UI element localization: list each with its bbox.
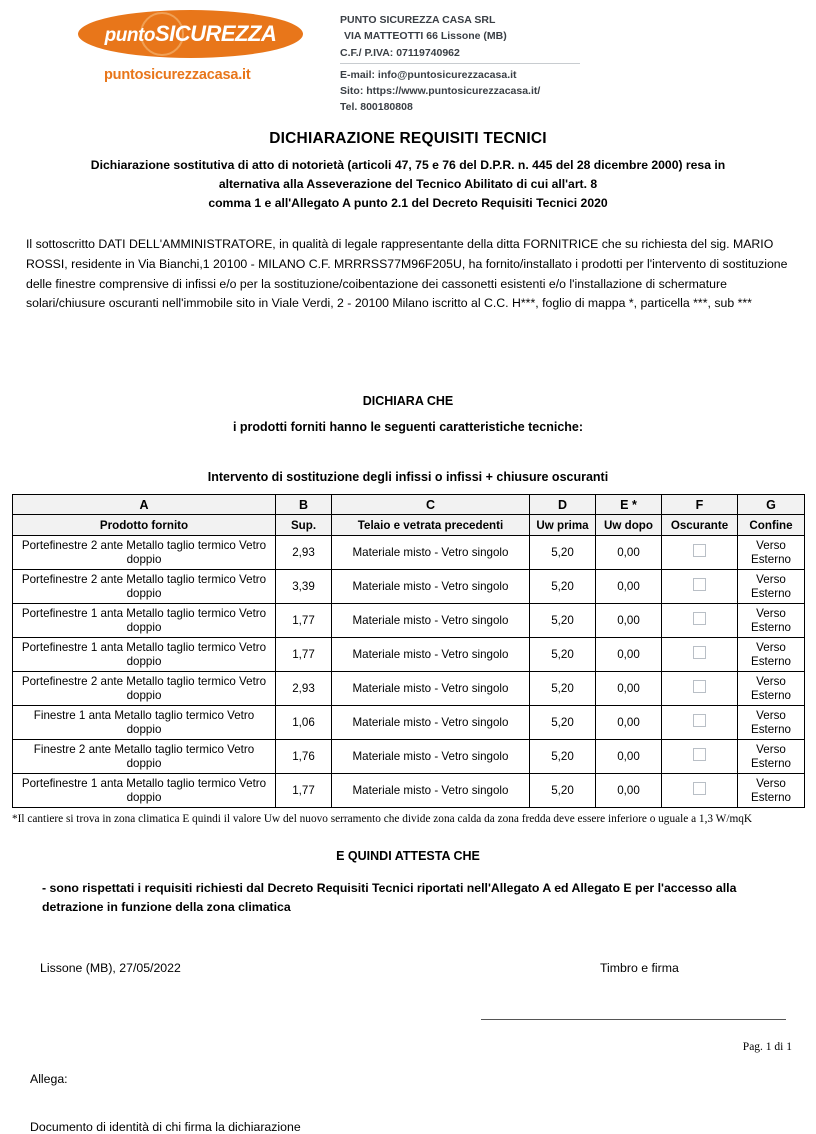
- col-letter-g: G: [738, 495, 805, 515]
- col-letter-a: A: [13, 495, 276, 515]
- checkbox-unchecked-icon[interactable]: [693, 612, 706, 625]
- signature-line: [481, 1019, 786, 1020]
- cell-prodotto-fornito: Finestre 1 anta Metallo taglio termico Vetro doppio: [13, 706, 276, 740]
- cell-superficie: 2,93: [276, 536, 332, 570]
- cell-uw-prima: 5,20: [530, 604, 596, 638]
- cell-oscurante: [662, 774, 738, 808]
- col-header-uw-dopo: Uw dopo: [596, 515, 662, 536]
- page-title: DICHIARAZIONE REQUISITI TECNICI: [269, 130, 547, 147]
- col-letter-b: B: [276, 495, 332, 515]
- cell-oscurante: [662, 740, 738, 774]
- attesta-text: - sono rispettati i requisiti richiesti dal Decreto Requisiti Tecnici riportati nell'Allegato A ed Allegato E per l'accesso alla detrazione in funzione della zona climatica: [42, 881, 737, 915]
- cell-confine: Verso Esterno: [738, 774, 805, 808]
- cell-prodotto-fornito: Portefinestre 1 anta Metallo taglio termico Vetro doppio: [13, 604, 276, 638]
- cell-oscurante: [662, 536, 738, 570]
- cell-uw-prima: 5,20: [530, 706, 596, 740]
- company-vat: C.F./ P.IVA: 07119740962: [340, 46, 460, 59]
- cell-telaio-precedente: Materiale misto - Vetro singolo: [332, 672, 530, 706]
- cell-superficie: 1,77: [276, 604, 332, 638]
- cell-telaio-precedente: Materiale misto - Vetro singolo: [332, 604, 530, 638]
- cell-oscurante: [662, 638, 738, 672]
- cell-prodotto-fornito: Portefinestre 2 ante Metallo taglio termico Vetro doppio: [13, 672, 276, 706]
- cell-prodotto-fornito: Portefinestre 2 ante Metallo taglio termico Vetro doppio: [13, 570, 276, 604]
- table-row: [13, 672, 805, 706]
- col-letter-d: D: [530, 495, 596, 515]
- col-letter-c: C: [332, 495, 530, 515]
- cell-superficie: 3,39: [276, 570, 332, 604]
- checkbox-unchecked-icon[interactable]: [693, 646, 706, 659]
- checkbox-unchecked-icon[interactable]: [693, 782, 706, 795]
- cell-uw-dopo: 0,00: [596, 672, 662, 706]
- cell-confine: Verso Esterno: [738, 604, 805, 638]
- cell-uw-dopo: 0,00: [596, 638, 662, 672]
- dichiara-subheading: i prodotti forniti hanno le seguenti caratteristiche tecniche:: [232, 420, 584, 435]
- table-caption: Intervento di sostituzione degli infissi o infissi + chiusure oscuranti: [207, 470, 609, 485]
- cell-oscurante: [662, 672, 738, 706]
- cell-confine: Verso Esterno: [738, 672, 805, 706]
- company-email: E-mail: info@puntosicurezzacasa.it: [340, 63, 580, 83]
- cell-superficie: 1,77: [276, 774, 332, 808]
- attesta-heading: E QUINDI ATTESTA CHE: [336, 849, 480, 864]
- col-letter-e: E *: [596, 495, 662, 515]
- declaration-paragraph: Il sottoscritto DATI DELL'AMMINISTRATORE, in qualità di legale rappresentante della ditta FORNITRICE che su richiesta del sig. MARIO ROSSI, residente in Via Bianchi,1 20100 - MILANO C.F. MRRRSS77M96F205U, ha fornito/installato i prodotti per l'intervento di sostituzione delle finestre comprensive di infissi e/o per la sostituzione/coibentazione dei cassonetti esistenti e/o l'installazione di schermature solari/chiusure oscuranti nell'immobile sito in Viale Verdi, 2 - 20100 Milano iscritto al C.C. H***, foglio di mappa *, particella ***, sub ***: [26, 236, 788, 311]
- cell-telaio-precedente: Materiale misto - Vetro singolo: [332, 570, 530, 604]
- col-header-prodotto: Prodotto fornito: [13, 515, 276, 536]
- technical-table-wrapper: [0, 494, 816, 808]
- col-header-confine: Confine: [738, 515, 805, 536]
- logo-wordmark: [105, 21, 277, 47]
- cell-superficie: 2,93: [276, 672, 332, 706]
- cell-confine: Verso Esterno: [738, 740, 805, 774]
- table-body: [13, 536, 805, 808]
- technical-specs-table: [12, 494, 805, 808]
- cell-confine: Verso Esterno: [738, 706, 805, 740]
- cell-prodotto-fornito: Portefinestre 1 anta Metallo taglio termico Vetro doppio: [13, 638, 276, 672]
- cell-telaio-precedente: Materiale misto - Vetro singolo: [332, 638, 530, 672]
- dichiara-heading: DICHIARA CHE: [362, 394, 454, 409]
- checkbox-unchecked-icon[interactable]: [693, 544, 706, 557]
- stamp-signature-label: Timbro e firma: [600, 961, 679, 976]
- logo-ellipse-shape: [78, 10, 303, 58]
- cell-superficie: 1,76: [276, 740, 332, 774]
- table-row: [13, 706, 805, 740]
- attachment-item-1: Documento di identità di chi firma la dichiarazione: [30, 1120, 301, 1134]
- subtitle-line-2: alternativa alla Asseverazione del Tecnico Abilitato di cui all'art. 8: [218, 176, 598, 191]
- cell-uw-dopo: 0,00: [596, 774, 662, 808]
- col-header-uw-prima: Uw prima: [530, 515, 596, 536]
- table-header-letters-row: [13, 495, 805, 515]
- table-row: [13, 604, 805, 638]
- logo-domain-text: puntosicurezzacasa.it: [104, 67, 251, 83]
- checkbox-unchecked-icon[interactable]: [693, 714, 706, 727]
- table-row: [13, 638, 805, 672]
- cell-confine: Verso Esterno: [738, 570, 805, 604]
- cell-uw-prima: 5,20: [530, 570, 596, 604]
- cell-oscurante: [662, 706, 738, 740]
- page-number-footer: Pag. 1 di 1: [742, 1041, 792, 1053]
- cell-confine: Verso Esterno: [738, 638, 805, 672]
- cell-uw-prima: 5,20: [530, 740, 596, 774]
- col-header-oscurante: Oscurante: [662, 515, 738, 536]
- company-phone: Tel. 800180808: [340, 101, 413, 114]
- cell-prodotto-fornito: Portefinestre 1 anta Metallo taglio termico Vetro doppio: [13, 774, 276, 808]
- cell-uw-dopo: 0,00: [596, 570, 662, 604]
- logo-text-punto: punto: [104, 25, 155, 46]
- cell-prodotto-fornito: Finestre 2 ante Metallo taglio termico Vetro doppio: [13, 740, 276, 774]
- cell-confine: Verso Esterno: [738, 536, 805, 570]
- table-row: [13, 570, 805, 604]
- table-row: [13, 774, 805, 808]
- document-subtitle: [0, 156, 816, 213]
- company-logo: [0, 6, 340, 83]
- subtitle-line-3: comma 1 e all'Allegato A punto 2.1 del Decreto Requisiti Tecnici 2020: [208, 195, 608, 210]
- registered-trademark-icon: ®: [291, 17, 297, 24]
- col-header-sup: Sup.: [276, 515, 332, 536]
- signature-row: [0, 961, 816, 975]
- subtitle-line-1: Dichiarazione sostitutiva di atto di notorietà (articoli 47, 75 e 76 del D.P.R. n. 445 del 28 dicembre 2000) resa in: [90, 158, 726, 172]
- table-head: [13, 495, 805, 536]
- checkbox-unchecked-icon[interactable]: [693, 748, 706, 761]
- cell-telaio-precedente: Materiale misto - Vetro singolo: [332, 536, 530, 570]
- company-site: Sito: https://www.puntosicurezzacasa.it/: [340, 85, 541, 98]
- company-address: VIA MATTEOTTI 66 Lissone (MB): [344, 30, 507, 43]
- cell-uw-prima: 5,20: [530, 774, 596, 808]
- table-row: [13, 740, 805, 774]
- company-contact-block: [340, 6, 580, 116]
- cell-superficie: 1,77: [276, 638, 332, 672]
- cell-uw-dopo: 0,00: [596, 740, 662, 774]
- cell-uw-prima: 5,20: [530, 638, 596, 672]
- table-footnote: *Il cantiere si trova in zona climatica E quindi il valore Uw del nuovo serramento che divide zona calda da zona fredda deve essere inferiore o uguale a 1,3 W/mqK: [12, 813, 753, 826]
- cell-superficie: 1,06: [276, 706, 332, 740]
- company-name: PUNTO SICUREZZA CASA SRL: [340, 14, 496, 26]
- logo-text-sicurezza: SICUREZZA: [154, 21, 277, 46]
- cell-uw-dopo: 0,00: [596, 706, 662, 740]
- table-row: [13, 536, 805, 570]
- checkbox-unchecked-icon[interactable]: [693, 578, 706, 591]
- col-header-telaio: Telaio e vetrata precedenti: [332, 515, 530, 536]
- table-header-names-row: [13, 515, 805, 536]
- cell-uw-dopo: 0,00: [596, 536, 662, 570]
- cell-uw-prima: 5,20: [530, 672, 596, 706]
- attachments-label: Allega:: [30, 1072, 68, 1087]
- cell-uw-dopo: 0,00: [596, 604, 662, 638]
- cell-telaio-precedente: Materiale misto - Vetro singolo: [332, 706, 530, 740]
- place-and-date: Lissone (MB), 27/05/2022: [40, 961, 181, 976]
- cell-telaio-precedente: Materiale misto - Vetro singolo: [332, 774, 530, 808]
- cell-oscurante: [662, 570, 738, 604]
- col-letter-f: F: [662, 495, 738, 515]
- cell-telaio-precedente: Materiale misto - Vetro singolo: [332, 740, 530, 774]
- cell-uw-prima: 5,20: [530, 536, 596, 570]
- cell-oscurante: [662, 604, 738, 638]
- cell-prodotto-fornito: Portefinestre 2 ante Metallo taglio termico Vetro doppio: [13, 536, 276, 570]
- document-header: [0, 0, 816, 114]
- checkbox-unchecked-icon[interactable]: [693, 680, 706, 693]
